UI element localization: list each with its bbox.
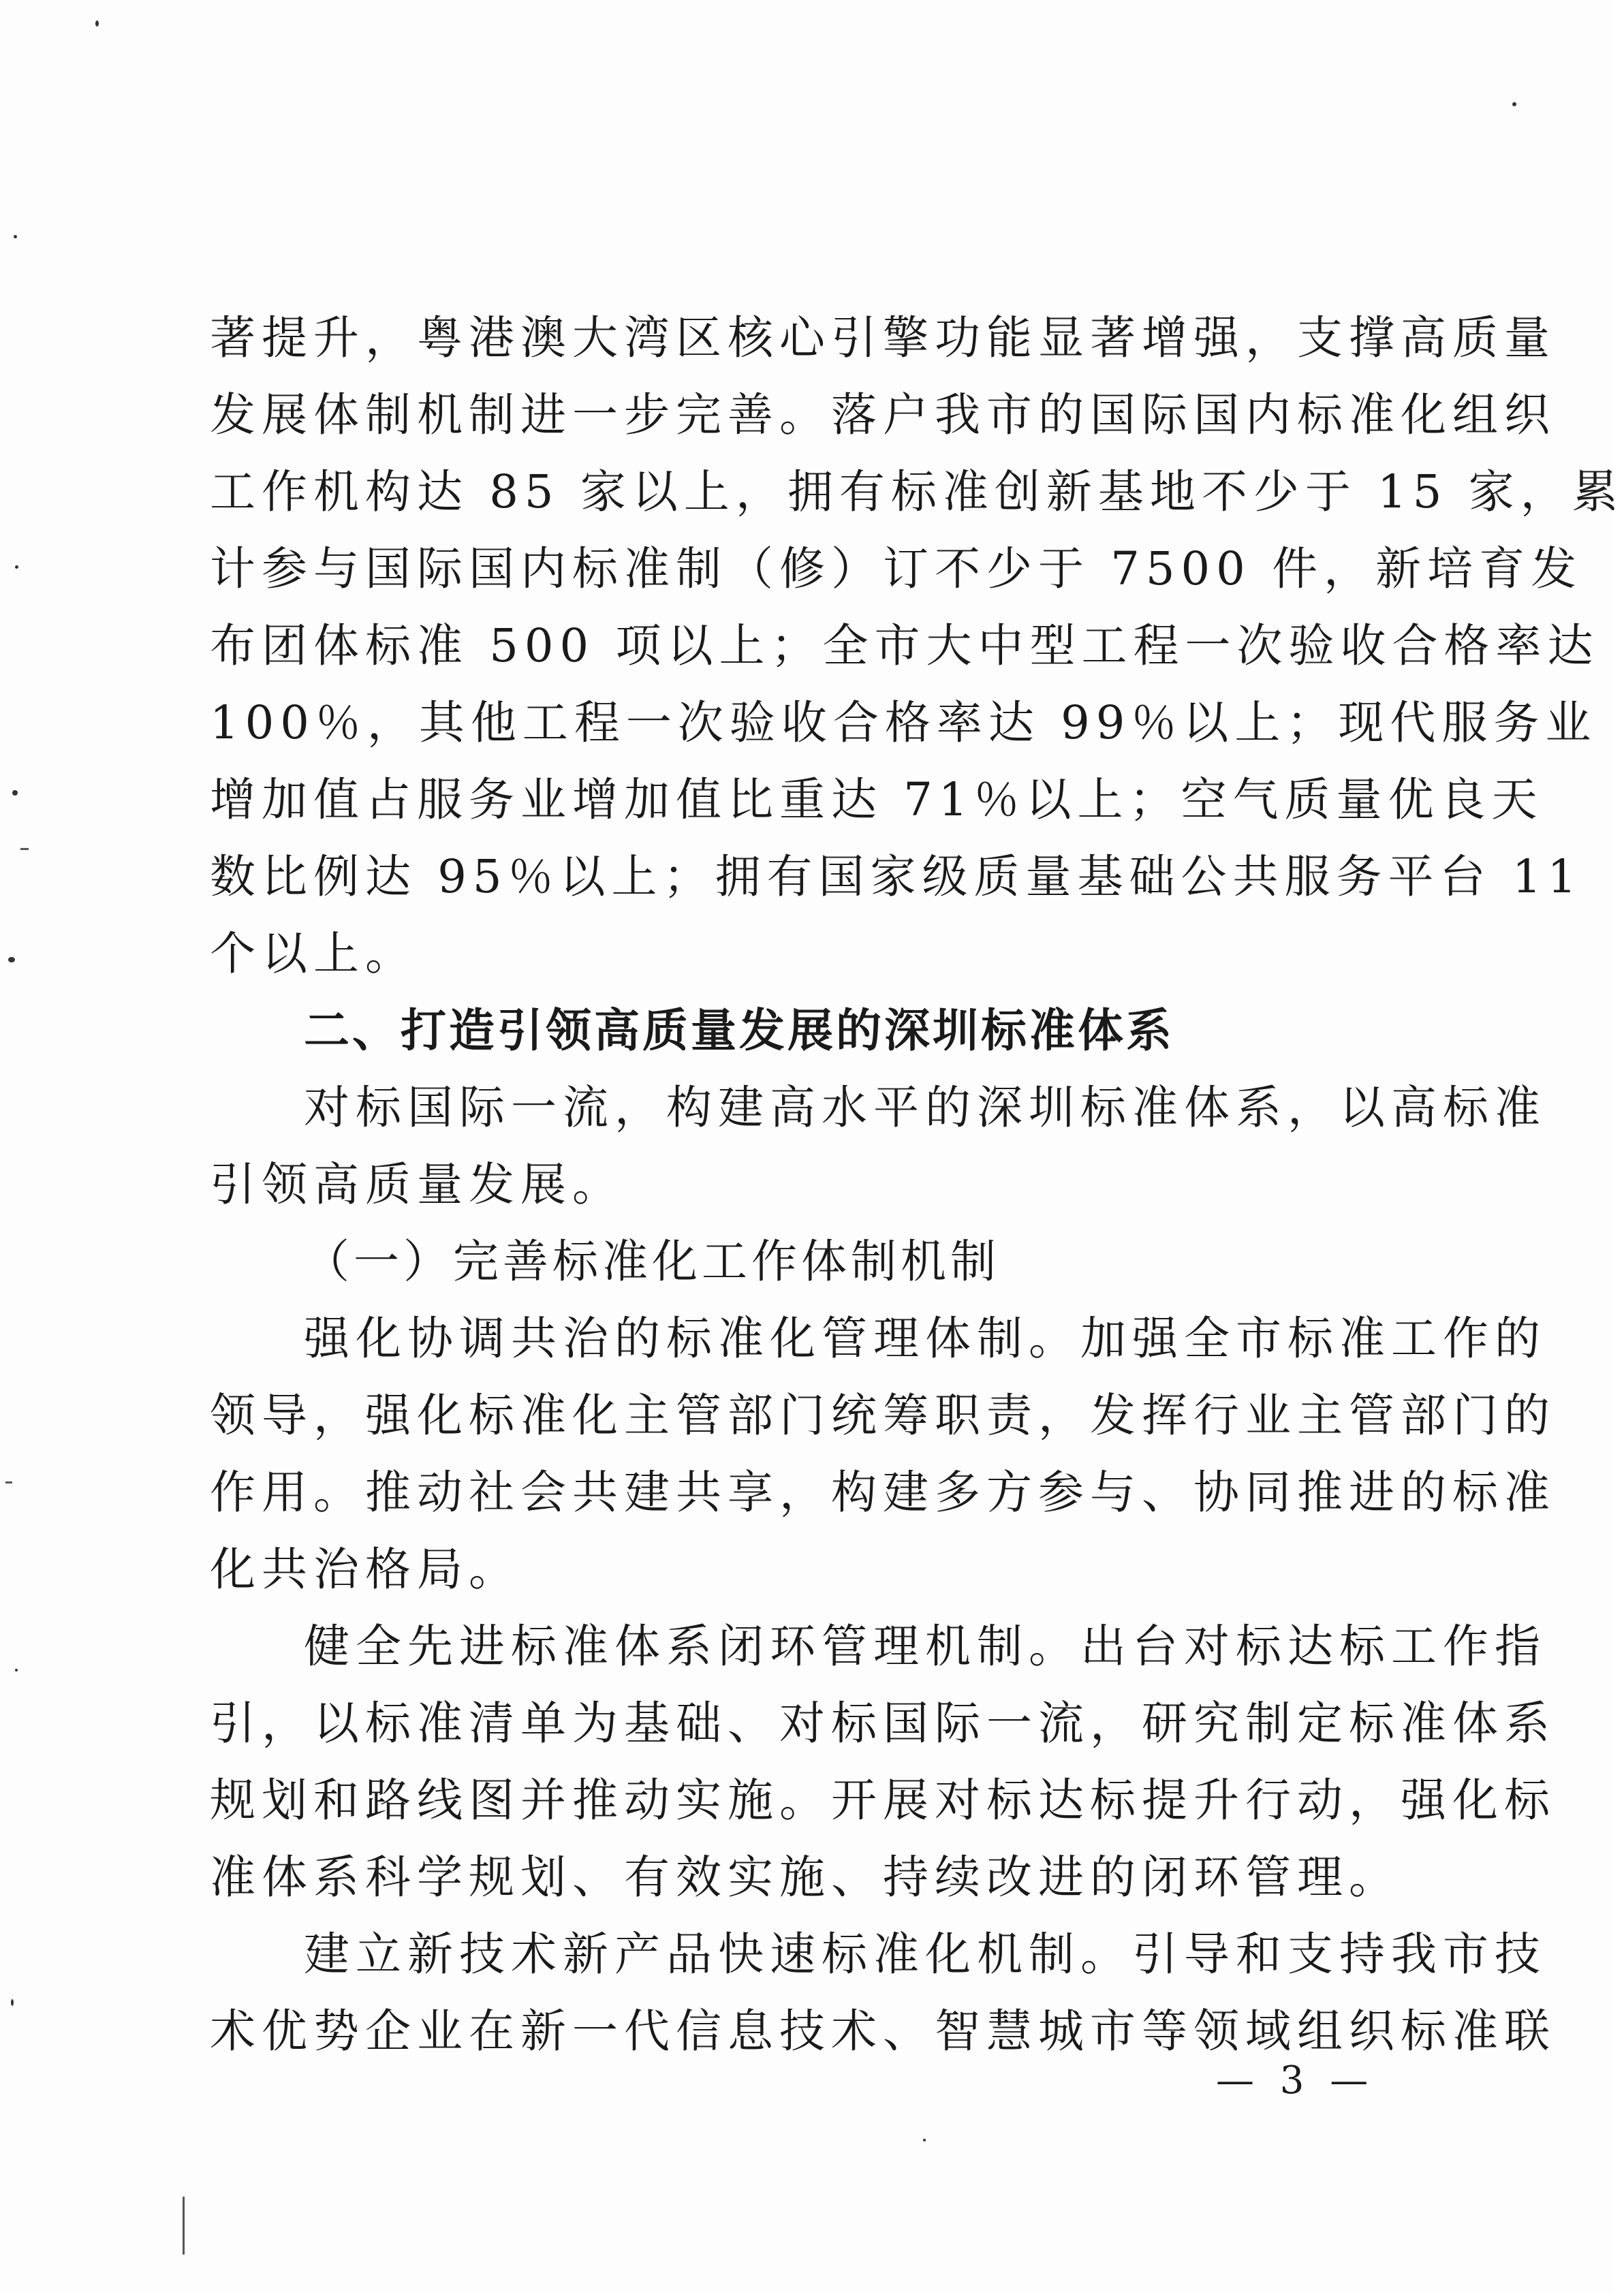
subsection-heading: （一）完善标准化工作体制机制: [304, 1235, 1000, 1288]
scan-speck: [1512, 102, 1516, 106]
paragraph-first-line: 建立新技术新产品快速标准化机制。引导和支持我市技: [304, 1928, 1546, 1981]
body-line: 工作机构达 85 家以上，拥有标准创新基地不少于 15 家，累: [210, 465, 1624, 518]
scan-speck: [95, 20, 99, 27]
body-line: 引，以标准清单为基础、对标国际一流，研究制定标准体系: [210, 1697, 1556, 1750]
body-line: 布团体标准 500 项以上；全市大中型工程一次验收合格率达: [210, 619, 1599, 672]
body-line: 术优势企业在新一代信息技术、智慧城市等领域组织标准联: [210, 2005, 1556, 2058]
scan-speck: [923, 2139, 926, 2141]
body-line: 增加值占服务业增加值比重达 71％以上；空气质量优良天: [210, 773, 1544, 826]
scan-speck: [14, 235, 17, 238]
page-number: — 3 —: [1216, 2058, 1375, 2103]
scan-mark: [20, 848, 29, 850]
body-line: 化共治格局。: [210, 1543, 520, 1596]
scan-speck: [15, 565, 18, 569]
body-line: 个以上。: [210, 927, 417, 980]
body-line: 引领高质量发展。: [210, 1158, 624, 1211]
body-line: 数比例达 95％以上；拥有国家级质量基础公共服务平台 11: [210, 850, 1583, 903]
body-line: 领导，强化标准化主管部门统筹职责，发挥行业主管部门的: [210, 1389, 1556, 1442]
scan-mark: [5, 1481, 12, 1483]
body-line: 规划和路线图并推动实施。开展对标达标提升行动，强化标: [210, 1774, 1556, 1827]
scan-mark: [183, 2197, 185, 2255]
scan-speck: [11, 1999, 14, 2006]
paragraph-first-line: 强化协调共治的标准化管理体制。加强全市标准工作的: [304, 1312, 1546, 1365]
body-line: 发展体制机制进一步完善。落户我市的国际国内标准化组织: [210, 388, 1556, 441]
body-line: 计参与国际国内标准制（修）订不少于 7500 件，新培育发: [210, 542, 1583, 595]
body-line: 100％，其他工程一次验收合格率达 99％以上；现代服务业: [210, 696, 1597, 749]
body-line: 著提升，粤港澳大湾区核心引擎功能显著增强，支撑高质量: [210, 311, 1556, 364]
scan-speck: [12, 790, 18, 796]
paragraph-first-line: 对标国际一流，构建高水平的深圳标准体系，以高标准: [304, 1081, 1546, 1134]
document-body: [210, 300, 1624, 2070]
section-heading: 二、打造引领高质量发展的深圳标准体系: [304, 1004, 1174, 1057]
body-line: 准体系科学规划、有效实施、持续改进的闭环管理。: [210, 1851, 1401, 1904]
scan-speck: [8, 957, 15, 962]
scan-speck: [15, 1669, 18, 1671]
body-line: 作用。推动社会共建共享，构建多方参与、协同推进的标准: [210, 1466, 1556, 1519]
paragraph-first-line: 健全先进标准体系闭环管理机制。出台对标达标工作指: [304, 1620, 1546, 1673]
